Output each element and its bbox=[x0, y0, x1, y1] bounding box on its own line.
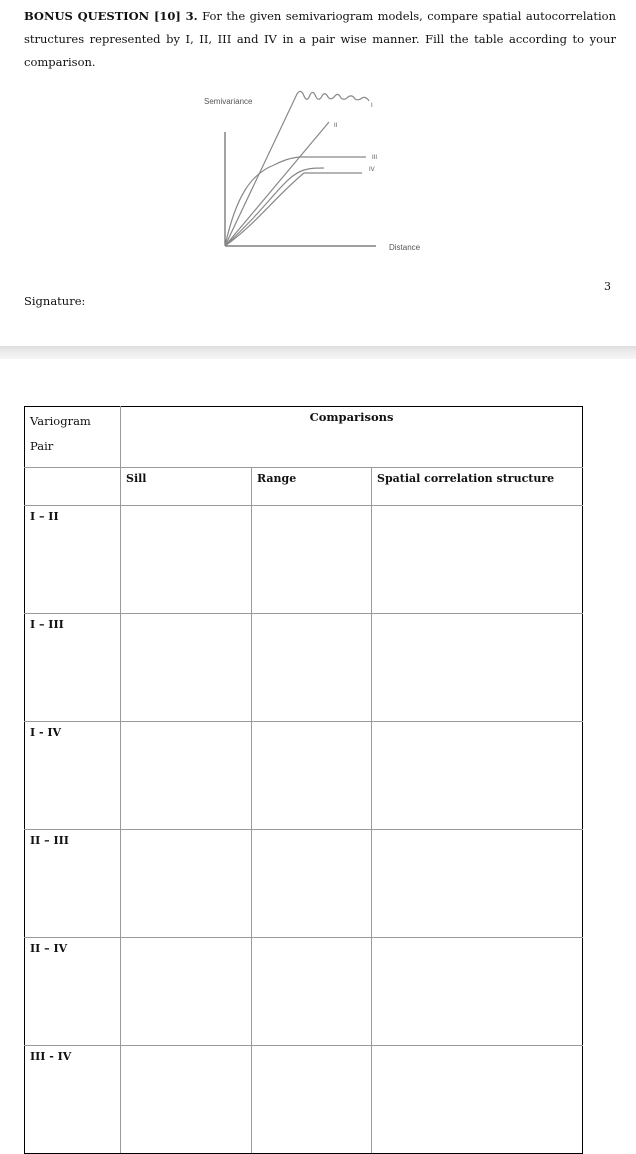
sill-answer-cell[interactable] bbox=[121, 938, 252, 1046]
pair-label: II – IV bbox=[25, 938, 121, 1046]
pair-header-label: Pair bbox=[30, 439, 54, 453]
pair-label: III - IV bbox=[25, 1046, 121, 1154]
curve-i bbox=[225, 91, 369, 246]
sill-header: Sill bbox=[121, 468, 252, 506]
structure-answer-cell[interactable] bbox=[372, 722, 583, 830]
curve-label-i: I bbox=[371, 103, 373, 109]
page-separator bbox=[0, 346, 636, 359]
range-answer-cell[interactable] bbox=[252, 938, 372, 1046]
exam-page bbox=[0, 0, 636, 346]
question-lead bbox=[24, 9, 198, 23]
pair-label: I - IV bbox=[25, 722, 121, 830]
sill-answer-cell[interactable] bbox=[121, 1046, 252, 1154]
subheader-blank bbox=[25, 468, 121, 506]
table-row bbox=[25, 830, 583, 938]
variogram-pair-header bbox=[25, 407, 121, 468]
variogram-header-label: Variogram bbox=[30, 414, 91, 428]
comparison-table bbox=[24, 406, 583, 1154]
curve-label-iii: III bbox=[372, 155, 378, 161]
signature-label: Signature: bbox=[24, 294, 86, 308]
range-answer-cell[interactable] bbox=[252, 506, 372, 614]
question-title: BONUS QUESTION bbox=[24, 9, 150, 23]
range-answer-cell[interactable] bbox=[252, 722, 372, 830]
range-header: Range bbox=[252, 468, 372, 506]
structure-answer-cell[interactable] bbox=[372, 830, 583, 938]
curve-ii bbox=[225, 122, 329, 246]
x-axis-label: Distance bbox=[389, 243, 421, 252]
semivariogram-figure bbox=[196, 86, 436, 256]
question-number: 3. bbox=[185, 9, 198, 23]
sill-answer-cell[interactable] bbox=[121, 614, 252, 722]
spatial-structure-header: Spatial correlation structure bbox=[372, 468, 583, 506]
table-header-row bbox=[25, 407, 583, 468]
curve-label-ii: II bbox=[334, 123, 338, 129]
question-body: For the given semivariogram models, compare spatial autocorrelation structures represented by I, II, III and IV in a pair wise manner. Fill the table according to your comparison. bbox=[24, 9, 616, 69]
range-answer-cell[interactable] bbox=[252, 1046, 372, 1154]
comparisons-header: Comparisons bbox=[121, 407, 583, 468]
question-text-block bbox=[24, 5, 616, 74]
curve-iv bbox=[225, 173, 362, 246]
question-points: [10] bbox=[153, 9, 181, 23]
curve-label-iv: IV bbox=[369, 167, 375, 173]
structure-answer-cell[interactable] bbox=[372, 614, 583, 722]
table-row bbox=[25, 614, 583, 722]
sill-answer-cell[interactable] bbox=[121, 506, 252, 614]
pair-label: II – III bbox=[25, 830, 121, 938]
sill-answer-cell[interactable] bbox=[121, 722, 252, 830]
y-axis-label: Semivariance bbox=[204, 97, 253, 106]
pair-label: I – II bbox=[25, 506, 121, 614]
table-row bbox=[25, 938, 583, 1046]
sill-answer-cell[interactable] bbox=[121, 830, 252, 938]
table-row bbox=[25, 1046, 583, 1154]
table-subheader-row bbox=[25, 468, 583, 506]
table-row bbox=[25, 506, 583, 614]
range-answer-cell[interactable] bbox=[252, 830, 372, 938]
structure-answer-cell[interactable] bbox=[372, 1046, 583, 1154]
range-answer-cell[interactable] bbox=[252, 614, 372, 722]
table-row bbox=[25, 722, 583, 830]
pair-label: I – III bbox=[25, 614, 121, 722]
structure-answer-cell[interactable] bbox=[372, 938, 583, 1046]
page-number: 3 bbox=[604, 280, 611, 293]
structure-answer-cell[interactable] bbox=[372, 506, 583, 614]
